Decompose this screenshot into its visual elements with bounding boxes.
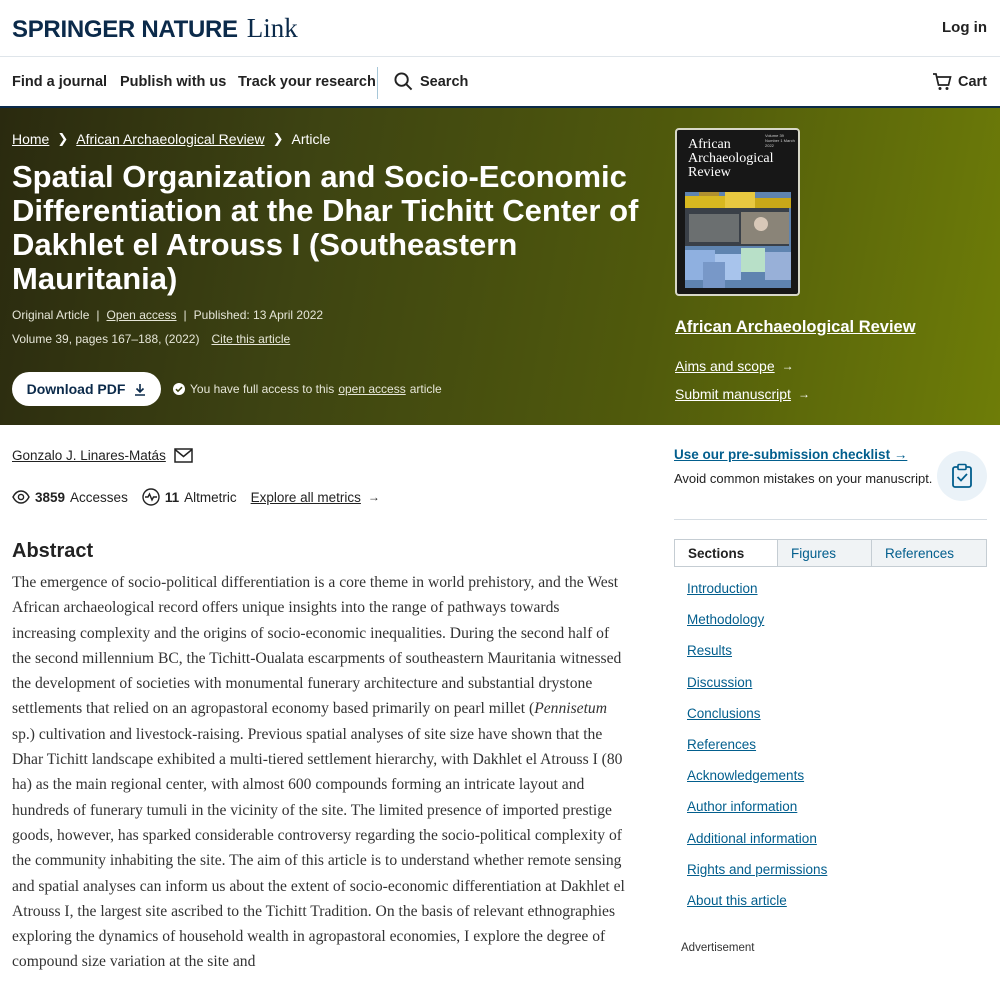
nav-publish[interactable]: Publish with us	[120, 74, 227, 90]
accesses-label: Accesses	[70, 489, 128, 505]
sections-list	[687, 578, 827, 921]
nav-track-research[interactable]: Track your research	[238, 74, 376, 90]
checklist-link[interactable]: Use our pre-submission checklist →	[674, 447, 908, 462]
cart-label: Cart	[957, 73, 987, 90]
clipboard-check-icon	[937, 451, 987, 501]
sidebar-divider	[674, 519, 987, 520]
section-link-results[interactable]: Results	[687, 643, 733, 659]
tab-sections[interactable]: Sections	[675, 540, 777, 566]
springer-link-logo[interactable]	[12, 13, 298, 44]
article-title: Spatial Organization and Socio-Economic Differentiation at the Dhar Tichitt Center of Dakhlet el Atrouss I (Southeastern Mauritania)	[12, 159, 639, 296]
published-date: Published: 13 April 2022	[193, 308, 324, 322]
journal-cover[interactable]	[675, 128, 800, 296]
download-pdf-button[interactable]	[12, 372, 161, 406]
article-hero	[0, 108, 1000, 425]
top-header	[0, 0, 1000, 57]
journal-name-link[interactable]: African Archaeological Review	[675, 318, 916, 336]
access-note-pre: You have full access to this	[190, 382, 335, 396]
altmetric-count: 11	[164, 489, 180, 505]
tab-references[interactable]: References	[871, 540, 986, 566]
section-link-rights-permissions[interactable]: Rights and permissions	[687, 861, 828, 877]
logo-suffix: Link	[246, 13, 298, 43]
breadcrumb-current: Article	[291, 131, 331, 147]
section-link-references[interactable]: References	[687, 736, 757, 752]
accesses-count: 3859	[35, 489, 66, 505]
section-link-discussion[interactable]: Discussion	[687, 674, 753, 690]
checklist-description: Avoid common mistakes on your manuscript.	[674, 471, 933, 486]
abstract-italic: Pennisetum	[534, 700, 607, 718]
article-volume-row	[12, 332, 290, 346]
article-type: Original Article	[12, 308, 90, 322]
author-row	[12, 448, 193, 463]
accesses-icon	[12, 488, 30, 506]
breadcrumb	[12, 131, 330, 147]
section-link-conclusions[interactable]: Conclusions	[687, 705, 761, 721]
article-meta	[12, 308, 323, 322]
submit-manuscript-link[interactable]	[675, 386, 810, 402]
meta-separator: |	[96, 308, 100, 322]
open-access-link[interactable]: Open access	[106, 308, 177, 322]
abstract-part-2: sp.) cultivation and livestock-raising. Previous spatial analyses of site size have shown that the Dhar Tichitt landscape exhibited a multi-tiered settlement hierarchy, with Dakhlet el Atrouss I (80 ha) as the main regional center, with almost 600 compounds forming an intricate layout and hundreds of funerary tumuli in the vicinity of the site. The limited presence of imported prestige goods, however, has sparked considerable controversy regarding the socio-political complexity of the community inhabiting the site. The aim of this article is to understand whether remote sensing and spatial analyses can inform us about the extent of socio-economic differentiation at Dakhlet el Atrouss I, the largest site ascribed to the Tichitt Tradition. On the basis of relevant ethnographies exploring the dynamics of household wealth in agropastoral economies, I explore the degree of compound size variation at the site and	[12, 725, 625, 971]
meta-separator: |	[183, 308, 187, 322]
sidebar-tabs	[674, 539, 987, 567]
altmetric-icon	[142, 488, 160, 506]
cover-title: African Archaeological Review	[688, 137, 774, 180]
section-link-methodology[interactable]: Methodology	[687, 612, 765, 628]
metrics-row	[12, 488, 380, 506]
checklist-box	[674, 447, 934, 487]
section-link-introduction[interactable]: Introduction	[687, 581, 758, 596]
section-link-additional-information[interactable]: Additional information	[687, 830, 817, 846]
advertisement-label: Advertisement	[681, 942, 755, 954]
abstract-text	[12, 570, 627, 975]
access-note-post: article	[409, 382, 442, 396]
download-icon	[134, 383, 146, 396]
author-name[interactable]: Gonzalo J. Linares-Matás	[12, 448, 166, 463]
access-note-link[interactable]: open access	[338, 382, 406, 396]
section-link-author-information[interactable]: Author information	[687, 799, 798, 815]
cart-icon	[932, 72, 952, 91]
access-note	[173, 382, 442, 396]
login-link[interactable]: Log in	[942, 19, 987, 36]
altmetric-label: Altmetric	[184, 489, 237, 505]
main-nav	[0, 57, 1000, 108]
section-link-about-article[interactable]: About this article	[687, 892, 787, 908]
logo-brand: SPRINGER NATURE	[12, 16, 238, 43]
check-circle-icon	[173, 383, 185, 395]
arrow-right-icon: →	[367, 490, 380, 504]
abstract-heading: Abstract	[12, 540, 94, 562]
aims-scope-label: Aims and scope	[675, 358, 775, 374]
cite-article-link[interactable]: Cite this article	[211, 332, 291, 346]
nav-find-journal[interactable]: Find a journal	[12, 74, 108, 90]
search-icon	[394, 72, 413, 91]
search-button[interactable]	[394, 72, 468, 91]
abstract-part-1: The emergence of socio-political differentiation is a core theme in world prehistory, and the West African archaeological record offers unique insights into the range of pathways towards increasing complexity and the origins of socio-economic inequalities. During the second half of the second millennium BC, the Tichitt-Oualata escarpments of southeastern Mauritania witnessed the development of societies with monumental funerary architecture and substantial drystone settlements that relied on an agropastoral economy based primarily on pearl millet (	[12, 574, 622, 718]
cart-button[interactable]	[932, 72, 987, 91]
download-pdf-label: Download PDF	[26, 381, 126, 397]
mail-icon[interactable]	[174, 448, 193, 463]
arrow-right-icon: →	[781, 359, 794, 373]
aims-scope-link[interactable]	[675, 358, 794, 374]
chevron-right-icon: ❯	[57, 131, 69, 146]
nav-divider	[377, 67, 378, 99]
explore-metrics-link[interactable]: Explore all metrics	[250, 489, 361, 505]
breadcrumb-journal[interactable]: African Archaeological Review	[76, 131, 265, 147]
chevron-right-icon: ❯	[272, 131, 284, 146]
cover-image	[685, 192, 791, 288]
cover-volume: Volume 39 Number 1 March 2022	[765, 133, 795, 148]
tab-figures[interactable]: Figures	[777, 540, 871, 566]
arrow-right-icon: →	[797, 387, 810, 401]
search-label: Search	[420, 73, 469, 90]
section-link-acknowledgements[interactable]: Acknowledgements	[687, 768, 805, 784]
article-volume: Volume 39, pages 167–188, (2022)	[12, 332, 200, 346]
breadcrumb-home[interactable]: Home	[12, 131, 50, 147]
submit-manuscript-label: Submit manuscript	[675, 386, 791, 402]
